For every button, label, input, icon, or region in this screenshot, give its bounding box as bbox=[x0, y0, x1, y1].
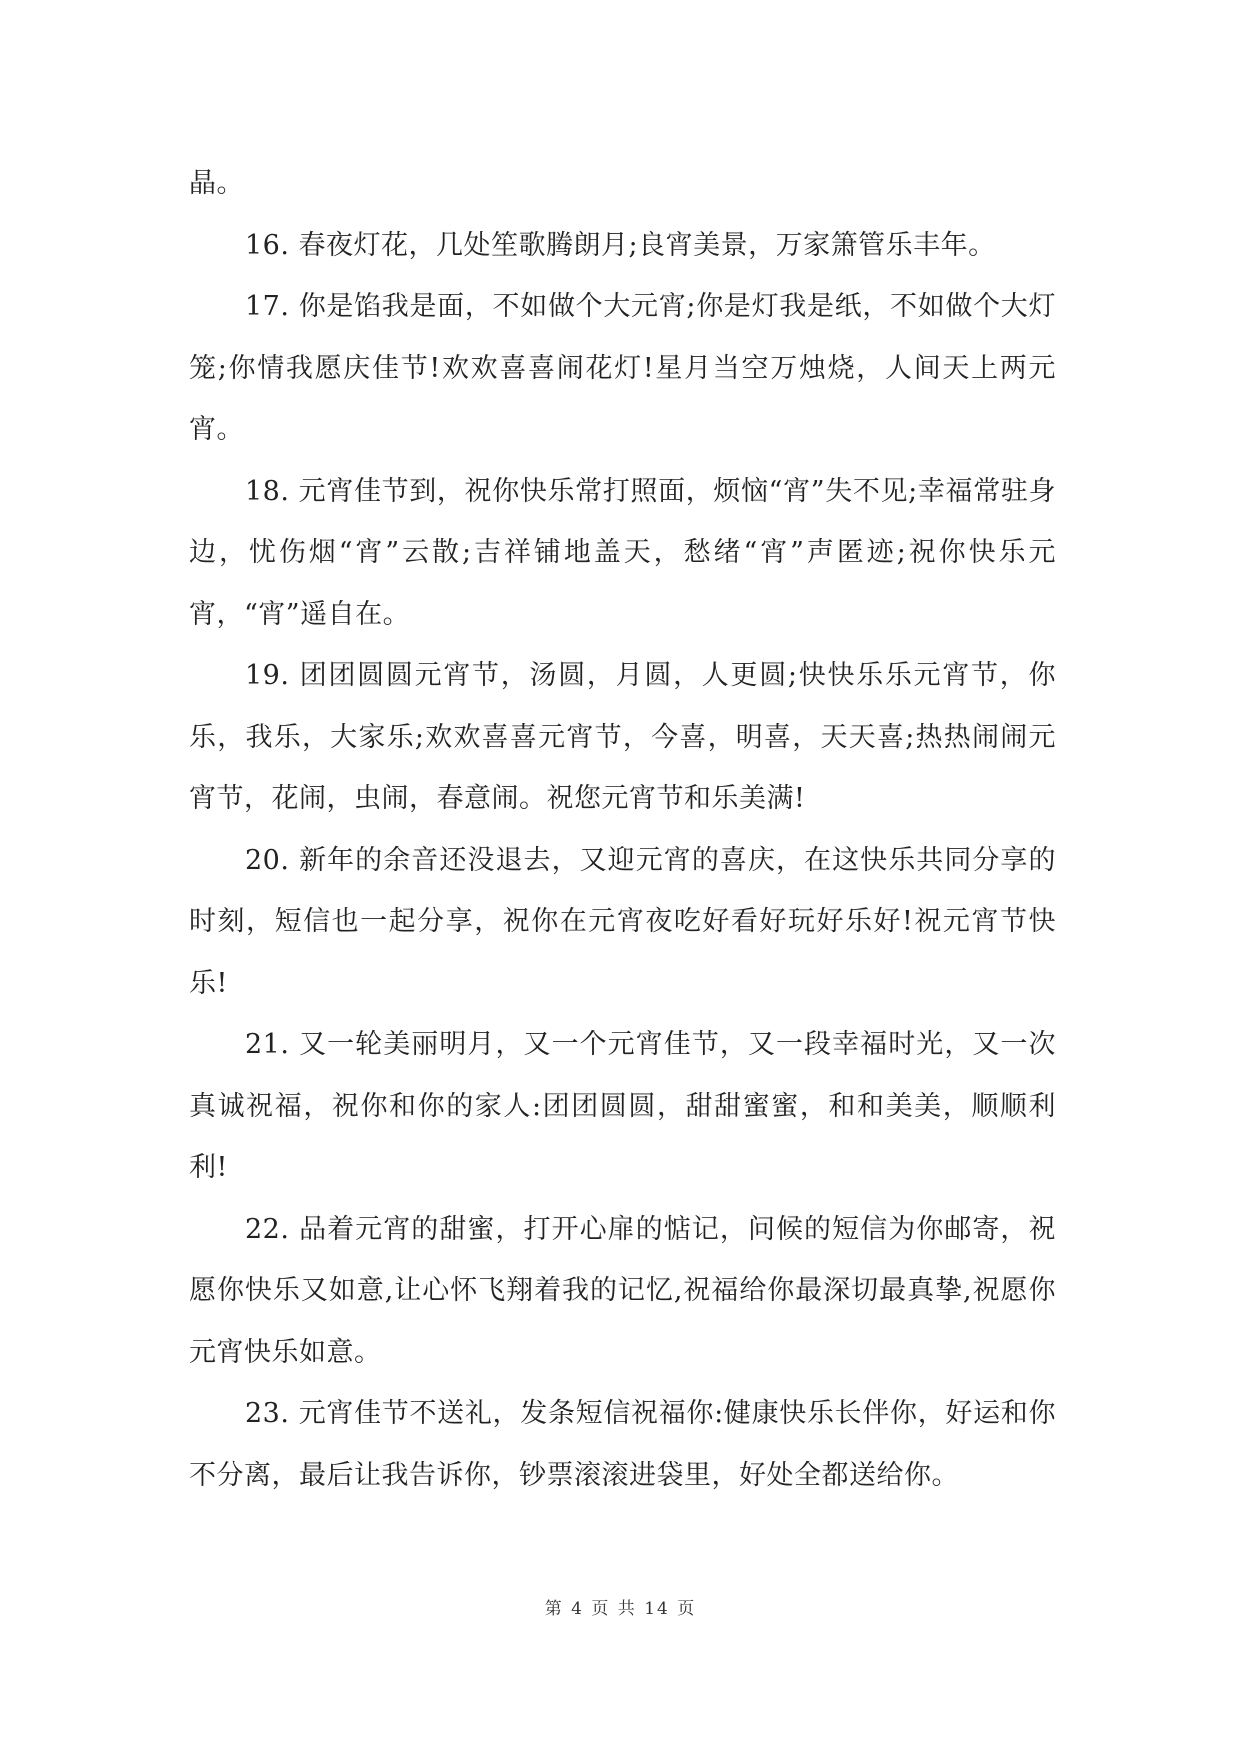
list-item-23: 23. 元宵佳节不送礼，发条短信祝福你:健康快乐长伴你，好运和你不分离，最后让我告诉你，钞票滚滚进袋里，好处全都送给你。 bbox=[189, 1398, 1056, 1491]
list-item-16: 16. 春夜灯花，几处笙歌腾朗月;良宵美景，万家箫管乐丰年。 bbox=[245, 229, 996, 261]
list-item-18: 18. 元宵佳节到，祝你快乐常打照面，烦恼“宵”失不见;幸福常驻身边，忧伤烟“宵”云散;吉祥铺地盖天，愁绪“宵”声匿迹;祝你快乐元宵，“宵”遥自在。 bbox=[189, 475, 1056, 630]
list-item-20: 20. 新年的余音还没退去，又迎元宵的喜庆，在这快乐共同分享的时刻，短信也一起分享，祝你在元宵夜吃好看好玩好乐好!祝元宵节快乐! bbox=[189, 844, 1056, 999]
list-item-22: 22. 品着元宵的甜蜜，打开心扉的惦记，问候的短信为你邮寄，祝愿你快乐又如意,让心怀飞翔着我的记忆,祝福给你最深切最真挚,祝愿你元宵快乐如意。 bbox=[189, 1213, 1056, 1368]
list-item-19: 19. 团团圆圆元宵节，汤圆，月圆，人更圆;快快乐乐元宵节，你乐，我乐，大家乐;欢欢喜喜元宵节，今喜，明喜，天天喜;热热闹闹元宵节，花闹，虫闹，春意闹。祝您元宵节和乐美满! bbox=[189, 660, 1056, 814]
list-item-21: 21. 又一轮美丽明月，又一个元宵佳节，又一段幸福时光，又一次真诚祝福，祝你和你的家人:团团圆圆，甜甜蜜蜜，和和美美，顺顺利利! bbox=[189, 1029, 1056, 1183]
document-body bbox=[189, 153, 1056, 1506]
page-footer: 第 4 页 共 14 页 bbox=[544, 1599, 697, 1619]
list-item-17: 17. 你是馅我是面，不如做个大元宵;你是灯我是纸，不如做个大灯笼;你情我愿庆佳节!欢欢喜喜闹花灯!星月当空万烛烧，人间天上两元宵。 bbox=[189, 291, 1056, 445]
paragraph-continuation: 晶。 bbox=[189, 168, 244, 199]
